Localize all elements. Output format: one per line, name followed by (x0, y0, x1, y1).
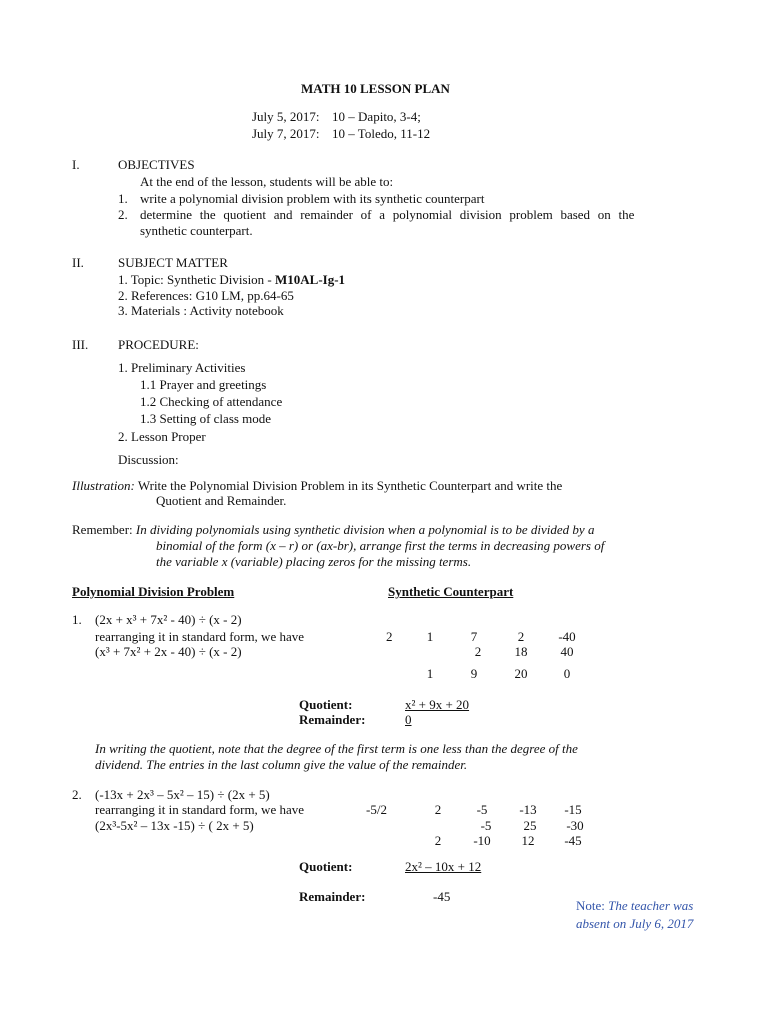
ex1-row-3 (410, 665, 590, 682)
subject-materials: 3. Materials : Activity notebook (118, 303, 284, 318)
ex1-divisor: 2 (386, 629, 393, 644)
ex2-r2-c4: -30 (566, 818, 584, 833)
remember-text-3: the variable x (variable) placing zeros for the missing terms. (156, 554, 472, 569)
subject-heading: SUBJECT MATTER (118, 255, 228, 270)
ex1-r1-c2: 7 (470, 629, 478, 644)
ex1-standard: (x³ + 7x² + 2x - 40) ÷ (x - 2) (95, 644, 242, 659)
objectives-intro: At the end of the lesson, students will be able to: (140, 174, 394, 189)
ex1-quotient: x² + 9x + 20 (405, 697, 470, 712)
ex1-r2-c2: 2 (474, 644, 482, 659)
topic-code: M10AL-Ig-1 (275, 272, 346, 287)
ex1-num: 1. (72, 612, 82, 627)
remember-text-2: binomial of the form (x – r) or (ax-br), arrange first the terms in decreasing powers of (156, 538, 605, 553)
remember-label: Remember: (72, 522, 136, 537)
ex2-r1-c3: -13 (519, 802, 537, 817)
date-2: July 7, 2017: (252, 126, 320, 141)
header-synthetic: Synthetic Counterpart (388, 584, 514, 599)
footnote-line-1 (576, 897, 693, 914)
procedure-discussion: Discussion: (118, 452, 179, 467)
topic-label: 1. Topic: Synthetic Division - (118, 272, 276, 287)
date-1: July 5, 2017: (252, 109, 320, 124)
header-problem: Polynomial Division Problem (72, 584, 235, 599)
ex1-r2-c4: 40 (560, 644, 574, 659)
illustration-label: Illustration: (72, 478, 135, 493)
objective-2: determine the quotient and remainder of a polynomial division problem based on the (140, 207, 635, 222)
procedure-lesson: 2. Lesson Proper (118, 429, 206, 444)
ex1-r3-c2: 9 (470, 666, 478, 681)
remember-text-1: In dividing polynomials using synthetic division when a polynomial is to be divided by a (135, 522, 595, 537)
ex2-num: 2. (72, 787, 82, 802)
procedure-prelim: 1. Preliminary Activities (118, 360, 246, 375)
ex1-quotient-label: Quotient: (299, 697, 353, 712)
remember-line-1 (72, 521, 594, 538)
subject-topic (118, 271, 345, 288)
section-2: 10 – Toledo, 11-12 (332, 126, 431, 141)
footnote-text-1: The teacher was (608, 898, 694, 913)
objectives-heading: OBJECTIVES (118, 157, 195, 172)
ex2-r2-c2: -5 (480, 818, 492, 833)
ex2-r3-c1: 2 (434, 833, 442, 848)
ex1-r3-c3: 20 (514, 666, 528, 681)
ex1-remainder: 0 (405, 712, 412, 727)
ex1-r2-c3: 18 (514, 644, 528, 659)
ex2-rearrange: rearranging it in standard form, we have (95, 802, 305, 817)
objective-2-cont: synthetic counterpart. (140, 223, 253, 238)
procedure-num: III. (72, 337, 89, 352)
ex2-r1-c4: -15 (564, 802, 582, 817)
note-line-1: In writing the quotient, note that the degree of the first term is one less than the degree of the (95, 741, 578, 756)
objective-2-num: 2. (118, 207, 128, 222)
ex2-r3-c3: 12 (521, 833, 535, 848)
procedure-sub-2: 1.2 Checking of attendance (140, 394, 283, 409)
section-1: 10 – Dapito, 3-4; (332, 109, 421, 124)
ex2-remainder: -45 (433, 889, 451, 904)
ex2-quotient: 2x² – 10x + 12 (405, 859, 482, 874)
procedure-sub-1: 1.1 Prayer and greetings (140, 377, 267, 392)
subject-references: 2. References: G10 LM, pp.64-65 (118, 288, 294, 303)
ex2-r1-c1: 2 (434, 802, 442, 817)
ex1-r1-c3: 2 (517, 629, 525, 644)
note-line-2: dividend. The entries in the last column give the value of the remainder. (95, 757, 468, 772)
ex2-r3-c4: -45 (564, 833, 582, 848)
ex2-r3-c2: -10 (473, 833, 491, 848)
objective-1: write a polynomial division problem with its synthetic counterpart (140, 191, 485, 206)
objectives-num: I. (72, 157, 80, 172)
footnote-label: Note: (576, 898, 609, 913)
procedure-heading: PROCEDURE: (118, 337, 199, 352)
ex2-r2-c3: 25 (523, 818, 537, 833)
illustration-text: Write the Polynomial Division Problem in its Synthetic Counterpart and write the (134, 478, 563, 493)
ex2-quotient-label: Quotient: (299, 859, 353, 874)
illustration-line-2: Quotient and Remainder. (156, 493, 287, 508)
procedure-sub-3: 1.3 Setting of class mode (140, 411, 272, 426)
ex2-divisor: -5/2 (366, 802, 387, 817)
ex2-r1-c2: -5 (476, 802, 488, 817)
date-line-1 (252, 108, 421, 125)
page-title: MATH 10 LESSON PLAN (301, 81, 450, 96)
ex1-r1-c1: 1 (426, 629, 434, 644)
subject-num: II. (72, 255, 84, 270)
ex2-row-3 (418, 832, 596, 849)
ex2-remainder-label: Remainder: (299, 889, 366, 904)
ex1-r3-c1: 1 (426, 666, 434, 681)
ex2-standard: (2x³-5x² – 13x -15) ÷ ( 2x + 5) (95, 818, 254, 833)
ex1-problem: (2x + x³ + 7x² - 40) ÷ (x - 2) (95, 612, 242, 627)
ex1-r1-c4: -40 (558, 629, 576, 644)
ex1-row-2 (458, 643, 590, 660)
ex1-rearrange: rearranging it in standard form, we have (95, 629, 305, 644)
objective-1-num: 1. (118, 191, 128, 206)
date-line-2 (252, 125, 430, 142)
footnote-text-2: absent on July 6, 2017 (576, 916, 694, 931)
ex1-remainder-label: Remainder: (299, 712, 366, 727)
ex1-r3-c4: 0 (563, 666, 571, 681)
ex2-row-1 (418, 801, 596, 818)
ex2-problem: (-13x + 2x³ – 5x² – 15) ÷ (2x + 5) (95, 787, 270, 802)
illustration-line-1 (72, 477, 562, 494)
